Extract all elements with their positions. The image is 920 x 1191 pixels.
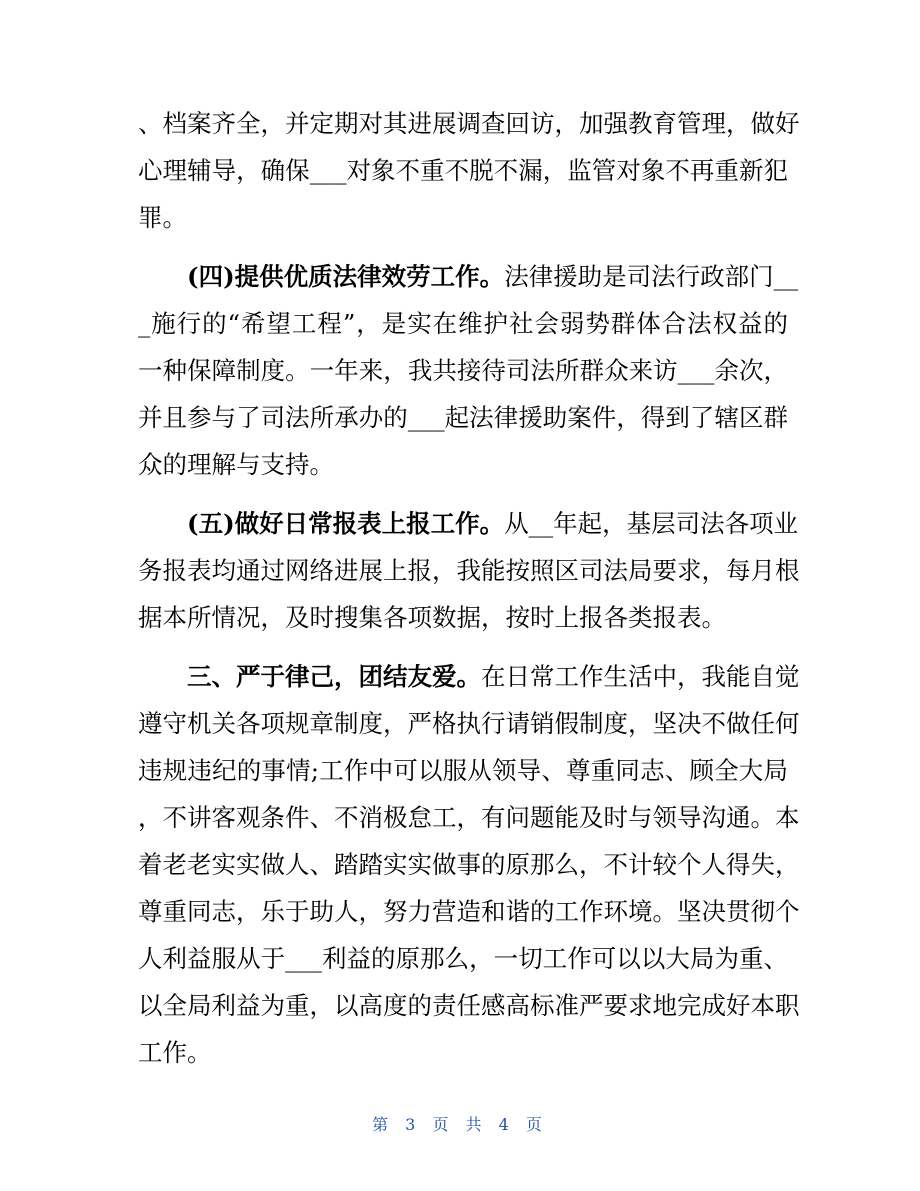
section-heading: (四)提供优质法律效劳工作。	[187, 262, 505, 291]
text-line: 据本所情况，及时搜集各项数据，按时上报各类报表。	[138, 603, 726, 632]
text-line: 着老老实实做人、踏踏实实做事的原那么，不计较个人得失，	[138, 850, 800, 879]
text-line-body: 从__年起，基层司法各项业	[504, 509, 799, 538]
text-line: 工作。	[138, 1038, 212, 1067]
text-line: 违规违纪的事情;工作中可以服从领导、尊重同志、顾全大局	[138, 756, 788, 785]
text-line: 以全局利益为重，以高度的责任感高标准严要求地完成好本职	[138, 991, 800, 1020]
text-line: 一种保障制度。一年来，我共接待司法所群众来访___余次，	[138, 356, 788, 385]
paragraph-2	[138, 253, 799, 488]
text-line: 众的理解与支持。	[138, 450, 334, 479]
text-line: 遵守机关各项规章制度，严格执行请销假制度，坚决不做任何	[138, 709, 800, 738]
text-line: 并且参与了司法所承办的___起法律援助案件，得到了辖区群	[138, 403, 788, 432]
text-line: _施行的“希望工程”，是实在维护社会弱势群体合法权益的	[138, 309, 788, 338]
text-line-body: 在日常工作生活中，我能自觉	[481, 662, 800, 691]
paragraph-1	[138, 100, 800, 241]
paragraph-4	[138, 653, 800, 1076]
section-heading: (五)做好日常报表上报工作。	[187, 509, 505, 538]
text-line: ，不讲客观条件、不消极怠工，有问题能及时与领导沟通。本	[138, 803, 800, 832]
text-line: 心理辅导，确保___对象不重不脱不漏，监管对象不再重新犯	[138, 156, 788, 185]
text-line	[138, 253, 799, 300]
text-line: 尊重同志，乐于助人，努力营造和谐的工作环境。坚决贯彻个	[138, 897, 800, 926]
section-heading: 三、严于律己，团结友爱。	[187, 662, 481, 691]
text-line: 务报表均通过网络进展上报，我能按照区司法局要求，每月根	[138, 556, 800, 585]
text-line: 罪。	[138, 203, 187, 232]
document-page	[138, 100, 800, 1076]
page-number-footer: 第 3 页 共 4 页	[372, 1115, 548, 1134]
text-line	[138, 500, 799, 547]
text-line	[138, 653, 800, 700]
paragraph-3	[138, 500, 800, 641]
text-line: 、档案齐全，并定期对其进展调查回访，加强教育管理，做好	[138, 109, 800, 138]
text-line: 人利益服从于___利益的原那么，一切工作可以以大局为重、	[138, 944, 788, 973]
text-line-body: 法律援助是司法行政部门__	[504, 262, 799, 291]
